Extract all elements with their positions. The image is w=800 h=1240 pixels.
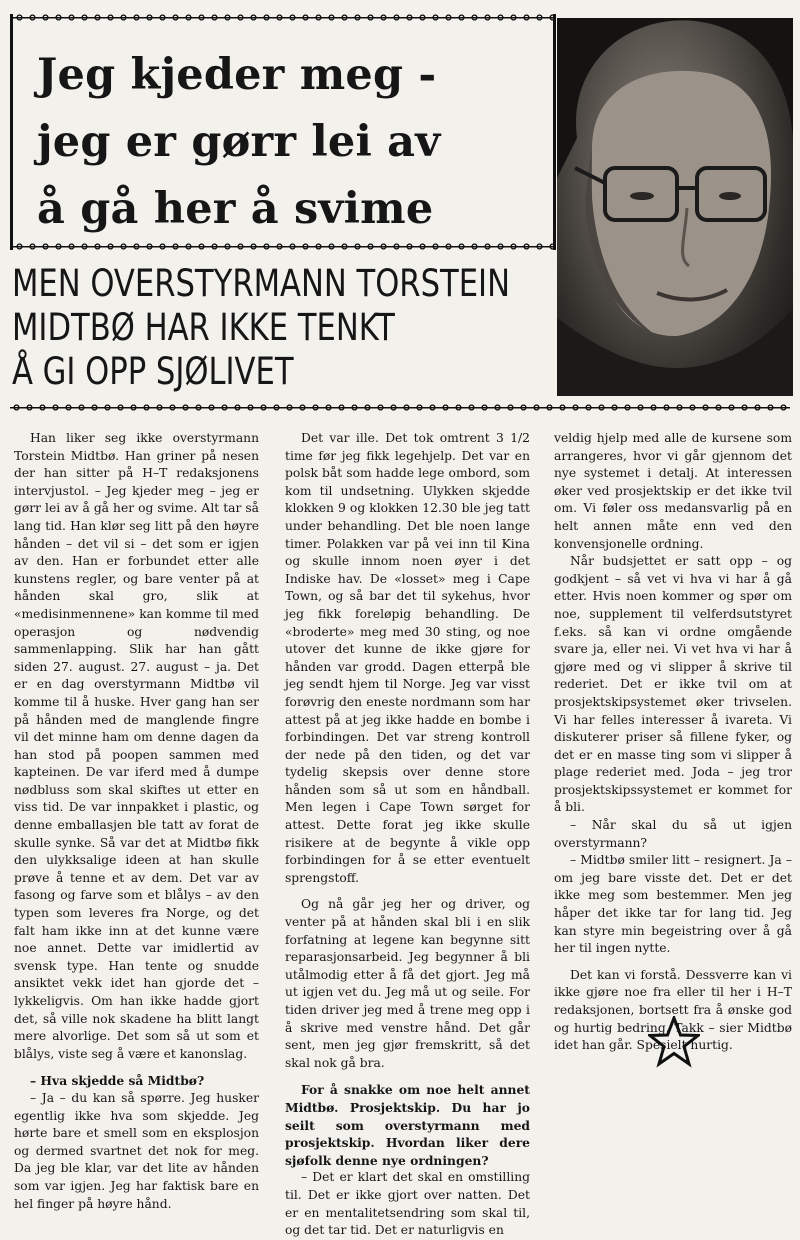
paragraph: Han liker seg ikke overstyrmann Torstein Midtbø. Han griner på nesen der han sitter på H–T redaksjonens intervjustol. – Jeg kjeder meg – jeg er gørr lei av å gå her og svime. Alt tar så lang tid. Han klør seg litt på den høyre hånden – det vil si – det som er igjen av den. Han er forbundet etter alle kunstens regler, og bare venter på at hånden skal gro, slik at «medisinmennene» kan komme til med operasjon og nødvendig sammenlapping. Slik har han gått siden 27. august. 27. august – ja. Det er en dag overstyrmann Midtbø vil komme til å huske. Hver gang han ser på hånden med de manglende fingre vil det minne ham om denne dagen da han stod på poopen sammen med kapteinen. De var iferd med å dumpe nødbluss som skal skiftes ut etter en viss tid. De var innpakket i plastic, og denne emballasjen ble tatt av forat de skulle synke. Så var det at Midtbø fikk den ulykksalige ideen at han skulle prøve å tenne et av dem. Det var av fasong og farve som et blålys – av den typen som leveres fra Norge, og det falt ham ikke inn at det kunne være noe annet. Dette var imidlertid av svensk type. Han tente og snudde ansiktet vekk idet han gjorde det – lykkeligvis. Om han ikke hadde gjort det, så ville nok skadene ha blitt langt mere alvorlige. Det som så ut som et blålys, viste seg å være et kanonslag. <box>14 431 259 1061</box>
star-icon <box>648 1016 700 1068</box>
paragraph: Det kan vi forstå. Dessverre kan vi ikke gjøre noe fra eller til her i H–T redaksjonen, bortsett fra å ønske god og hurtig bedring. Takk – sier Midtbø idet han går. Spesielt hurtig. <box>554 967 792 1053</box>
headline <box>37 42 537 243</box>
portrait-illustration <box>557 18 793 396</box>
subheadline-line: MEN OVERSTYRMANN TORSTEIN <box>12 262 510 305</box>
headline-line: Jeg kjeder meg - <box>37 50 437 100</box>
chain-divider <box>10 404 790 411</box>
article-column-1 <box>14 430 259 1213</box>
headline-line: å gå her å svime <box>37 184 434 234</box>
subheadline-line: Å GI OPP SJØLIVET <box>12 350 294 393</box>
headline-frame <box>10 14 556 250</box>
chain-border-top <box>13 14 553 21</box>
article-column-2 <box>285 430 530 1240</box>
subheadline <box>12 262 509 394</box>
paragraph: Det var ille. Det tok omtrent 3 1/2 time før jeg fikk legehjelp. Det var en polsk båt som hadde lege ombord, som kom til undsetning. Ulykken skjedde klokken 9 og klokken 12.30 ble jeg tatt under behandling. Det ble noen lange timer. Polakken var på vei inn til Kina og skulle innom noen øyer i det Indiske hav. De «losset» meg i Cape Town, og så bar det til sykehus, hvor jeg fikk foreløpig behandling. De «broderte» meg med 30 sting, og noe utover det kunne de ikke gjøre for hånden var grodd. Dagen etterpå ble jeg sendt hjem til Norge. Jeg var visst forøvrig den eneste nordmann som har attest på at jeg ikke hadde en bombe i forbindingen. Det var streng kontroll der nede på den tiden, og det var tydelig skepsis over denne store hånden som så ut som en håndball. Men legen i Cape Town sørget for attest. Dette forat jeg ikke skulle risikere at de begynte å vikle opp forbindingen for å se etter eventuelt sprengstoff. <box>285 431 530 885</box>
paragraph: – Det er klart det skal en omstilling til. Det er ikke gjort over natten. Det er en mentalitetsendring som skal til, og det tar tid. Det er naturligvis en <box>285 1170 530 1238</box>
portrait-photo <box>557 18 793 396</box>
paragraph: Og nå går jeg her og driver, og venter på at hånden skal bli i en slik forfatning at legene kan begynne sitt reparasjonsarbeid. Jeg begynner å bli utålmodig etter å få det gjort. Jeg må ut igjen vet du. Jeg må ut og seile. For tiden driver jeg med å trene meg opp i å skrive med venstre hånd. Det går sent, men jeg gjør fremskritt, så det skal nok gå bra. <box>285 897 530 1070</box>
question-paragraph: For å snakke om noe helt annet Midtbø. Prosjektskip. Du har jo seilt som overstyrmann med prosjektskip. Hvordan liker dere sjøfolk denne nye ordningen? <box>285 1082 530 1168</box>
subheadline-line: MIDTBØ HAR IKKE TENKT <box>12 306 395 349</box>
paragraph: – Ja – du kan så spørre. Jeg husker egentlig ikke hva som skjedde. Jeg hørte bare et smell som en eksplosjon og dermed svartnet det nok for meg. Da jeg ble klar, var det lite av hånden som var igjen. Jeg har faktisk bare en hel finger på høyre hånd. <box>14 1090 259 1211</box>
paragraph: – Midtbø smiler litt – resignert. Ja – om jeg bare visste det. Det er det ikke meg som bestemmer. Men jeg håper det ikke tar for lang tid. Jeg kan styre min begeistring over å gå her til ingen nytte. <box>554 853 792 956</box>
paragraph: – Når skal du så ut igjen overstyrmann? <box>554 818 792 850</box>
paragraph: Når budsjettet er satt opp – og godkjent – så vet vi hva vi har å gå etter. Hvis noen kommer og spør om noe, supplement til velferdsutstyret f.eks. så kan vi ordne omgående svare ja, eller nei. Vi vet hva vi har å gjøre med og vi slipper å skrive til rederiet. Det er ikke tvil om at prosjektskipsystemet øker trivselen. Vi har felles interesser å ivareta. Vi diskuterer priser så fillene fyker, og det er en masse ting som vi slipper å plage rederiet med. Joda – jeg tror prosjektskipssystemet er kommet for å bli. <box>554 554 792 815</box>
question-paragraph: – Hva skjedde så Midtbø? <box>30 1073 205 1089</box>
article-column-3 <box>554 430 792 1055</box>
paragraph: veldig hjelp med alle de kursene som arrangeres, hvor vi går gjennom det nye systemet i detalj. At interessen øker ved prosjektskip er det ikke tvil om. Vi føler oss medansvarlig på en helt annen måte enn ved den konvensjonelle ordning. <box>554 431 792 551</box>
chain-border-bottom <box>13 243 553 250</box>
headline-line: jeg er gørr lei av <box>37 117 441 167</box>
